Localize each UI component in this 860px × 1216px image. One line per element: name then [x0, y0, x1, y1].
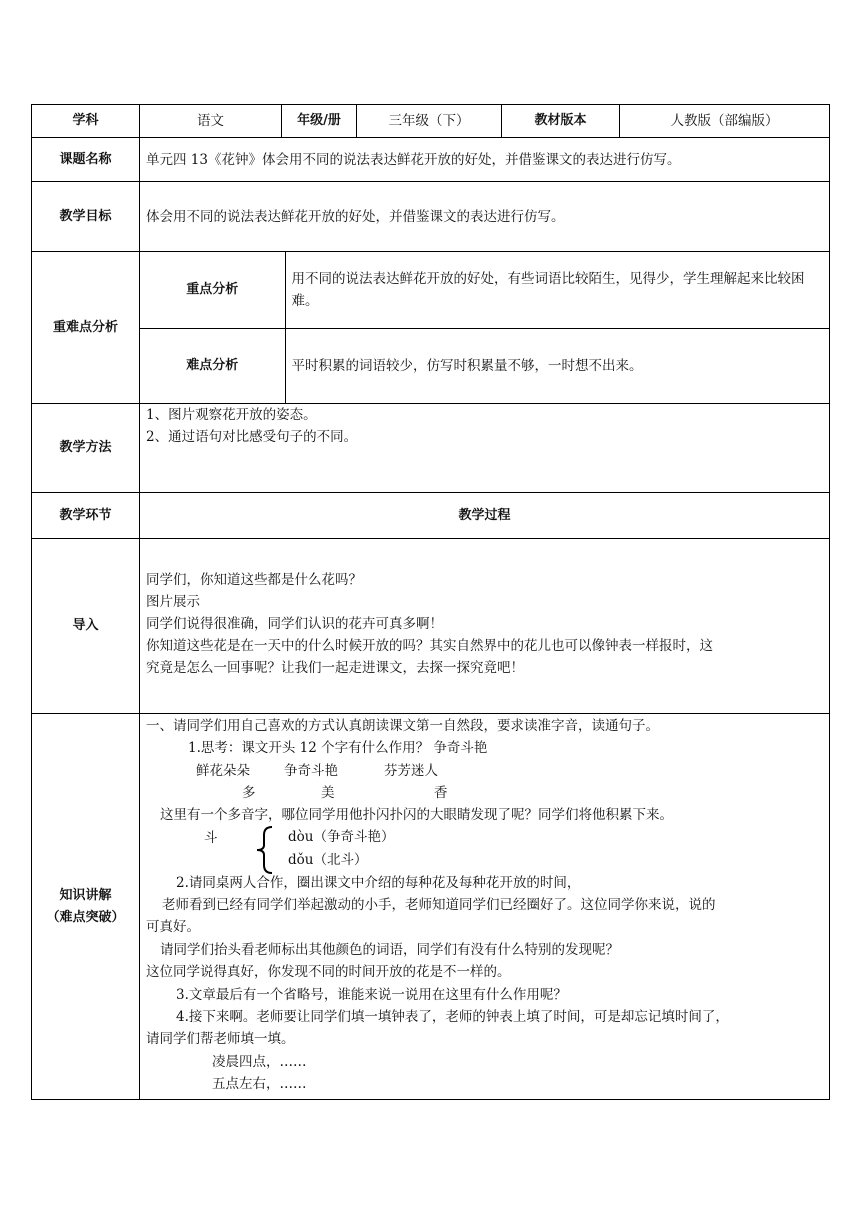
- intro-row: [32, 539, 830, 714]
- method-row: [32, 404, 830, 493]
- method-line: 2、通过语句对比感受句子的不同。: [146, 429, 358, 445]
- intro-line: 同学们说得很准确，同学们认识的花卉可真多啊！: [146, 616, 443, 632]
- knowledge-line: 五点左右，……: [212, 1076, 307, 1092]
- edition-value: 人教版（部编版）: [620, 105, 830, 138]
- subject-label: 学科: [32, 105, 140, 138]
- grade-value: 三年级（下）: [357, 105, 502, 138]
- brace-icon: [254, 825, 276, 875]
- dou-reading-2: dǒu（北斗）: [288, 852, 368, 868]
- topic-value: 单元四 13《花钟》体会用不同的说法表达鲜花开放的好处，并借鉴课文的表达进行仿写。: [140, 138, 830, 182]
- objective-value: 体会用不同的说法表达鲜花开放的好处，并借鉴课文的表达进行仿写。: [140, 182, 830, 252]
- dou-reading-1: dòu（争奇斗艳）: [288, 829, 395, 845]
- knowledge-line: 2.请同桌两人合作，圈出课文中介绍的每种花及每种花开放的时间，: [176, 875, 581, 891]
- difficulty-inner-table: [140, 252, 829, 403]
- grade-label: 年级/册: [282, 105, 357, 138]
- knowledge-line: 这里有一个多音字，哪位同学用他扑闪扑闪的大眼睛发现了呢？同学们将他积累下来。: [160, 807, 673, 823]
- word-2: 争奇斗艳: [284, 763, 338, 779]
- knowledge-line: 3.文章最后有一个省略号，谁能来说一说用在这里有什么作用呢？: [176, 987, 567, 1003]
- knowledge-line: 可真好。: [146, 919, 200, 935]
- char-2: 美: [321, 785, 335, 801]
- hard-point-value: 平时积累的词语较少，仿写时积累量不够，一时想不出来。: [285, 328, 829, 403]
- hard-point-label: 难点分析: [140, 328, 285, 403]
- edition-label: 教材版本: [502, 105, 620, 138]
- intro-line: 你知道这些花是在一天中的什么时候开放的吗？其实自然界中的花儿也可以像钟表一样报时，这: [146, 638, 713, 654]
- process-header-row: [32, 493, 830, 539]
- knowledge-body: [140, 714, 829, 1099]
- objective-label: 教学目标: [32, 182, 140, 252]
- knowledge-line: 一、请同学们用自己喜欢的方式认真朗读课文第一自然段，要求读准字音，读通句子。: [146, 718, 659, 734]
- knowledge-label-line2: （难点突破）: [46, 909, 125, 925]
- method-line: 1、图片观察花开放的姿态。: [146, 407, 317, 423]
- lesson-plan-sheet: [31, 104, 829, 1100]
- difficulty-cell: [140, 252, 830, 404]
- dou-char: 斗: [204, 830, 218, 846]
- key-point-value: 用不同的说法表达鲜花开放的好处，有些词语比较陌生，见得少，学生理解起来比较困难。: [291, 270, 805, 309]
- intro-content: [140, 539, 830, 714]
- word-3: 芬芳迷人: [384, 763, 438, 779]
- header-row: [32, 105, 830, 138]
- knowledge-line: 1.思考：课文开头 12 个字有什么作用？ 争奇斗艳: [188, 740, 488, 756]
- word-1: 鲜花朵朵: [196, 763, 250, 779]
- topic-label: 课题名称: [32, 138, 140, 182]
- process-stage-label: 教学环节: [32, 493, 140, 539]
- knowledge-line: 凌晨四点，……: [212, 1054, 307, 1070]
- knowledge-line: 这位同学说得真好，你发现不同的时间开放的花是不一样的。: [146, 964, 511, 980]
- intro-line: 同学们，你知道这些都是什么花吗？: [146, 572, 362, 588]
- knowledge-line: 老师看到已经有同学们举起激动的小手，老师知道同学们已经圈好了。这位同学你来说，说的: [162, 897, 716, 913]
- topic-row: [32, 138, 830, 182]
- intro-line: 图片展示: [146, 594, 200, 610]
- process-title: 教学过程: [140, 493, 830, 539]
- key-point-label: 重点分析: [140, 252, 285, 328]
- intro-label: 导入: [32, 539, 140, 714]
- subject-value: 语文: [140, 105, 282, 138]
- method-label: 教学方法: [32, 404, 140, 493]
- knowledge-line: 请同学们抬头看老师标出其他颜色的词语，同学们有没有什么特别的发现呢？: [160, 942, 619, 958]
- method-value: [140, 404, 830, 493]
- knowledge-row: [32, 714, 830, 1100]
- difficulty-label: 重难点分析: [32, 252, 140, 404]
- knowledge-line: 4.接下来啊。老师要让同学们填一填钟表了，老师的钟表上填了时间，可是却忘记填时间了，: [176, 1009, 729, 1025]
- knowledge-label: [32, 714, 140, 1100]
- lesson-plan-table: [31, 104, 830, 1100]
- char-1: 多: [242, 785, 256, 801]
- intro-line: 究竟是怎么一回事呢？让我们一起走进课文，去探一探究竟吧！: [146, 660, 524, 676]
- char-3: 香: [434, 785, 448, 801]
- knowledge-label-line1: 知识讲解: [59, 887, 112, 903]
- knowledge-line: 请同学们帮老师填一填。: [146, 1031, 295, 1047]
- objective-row: [32, 182, 830, 252]
- knowledge-content: [140, 714, 830, 1100]
- difficulty-row: [32, 252, 830, 404]
